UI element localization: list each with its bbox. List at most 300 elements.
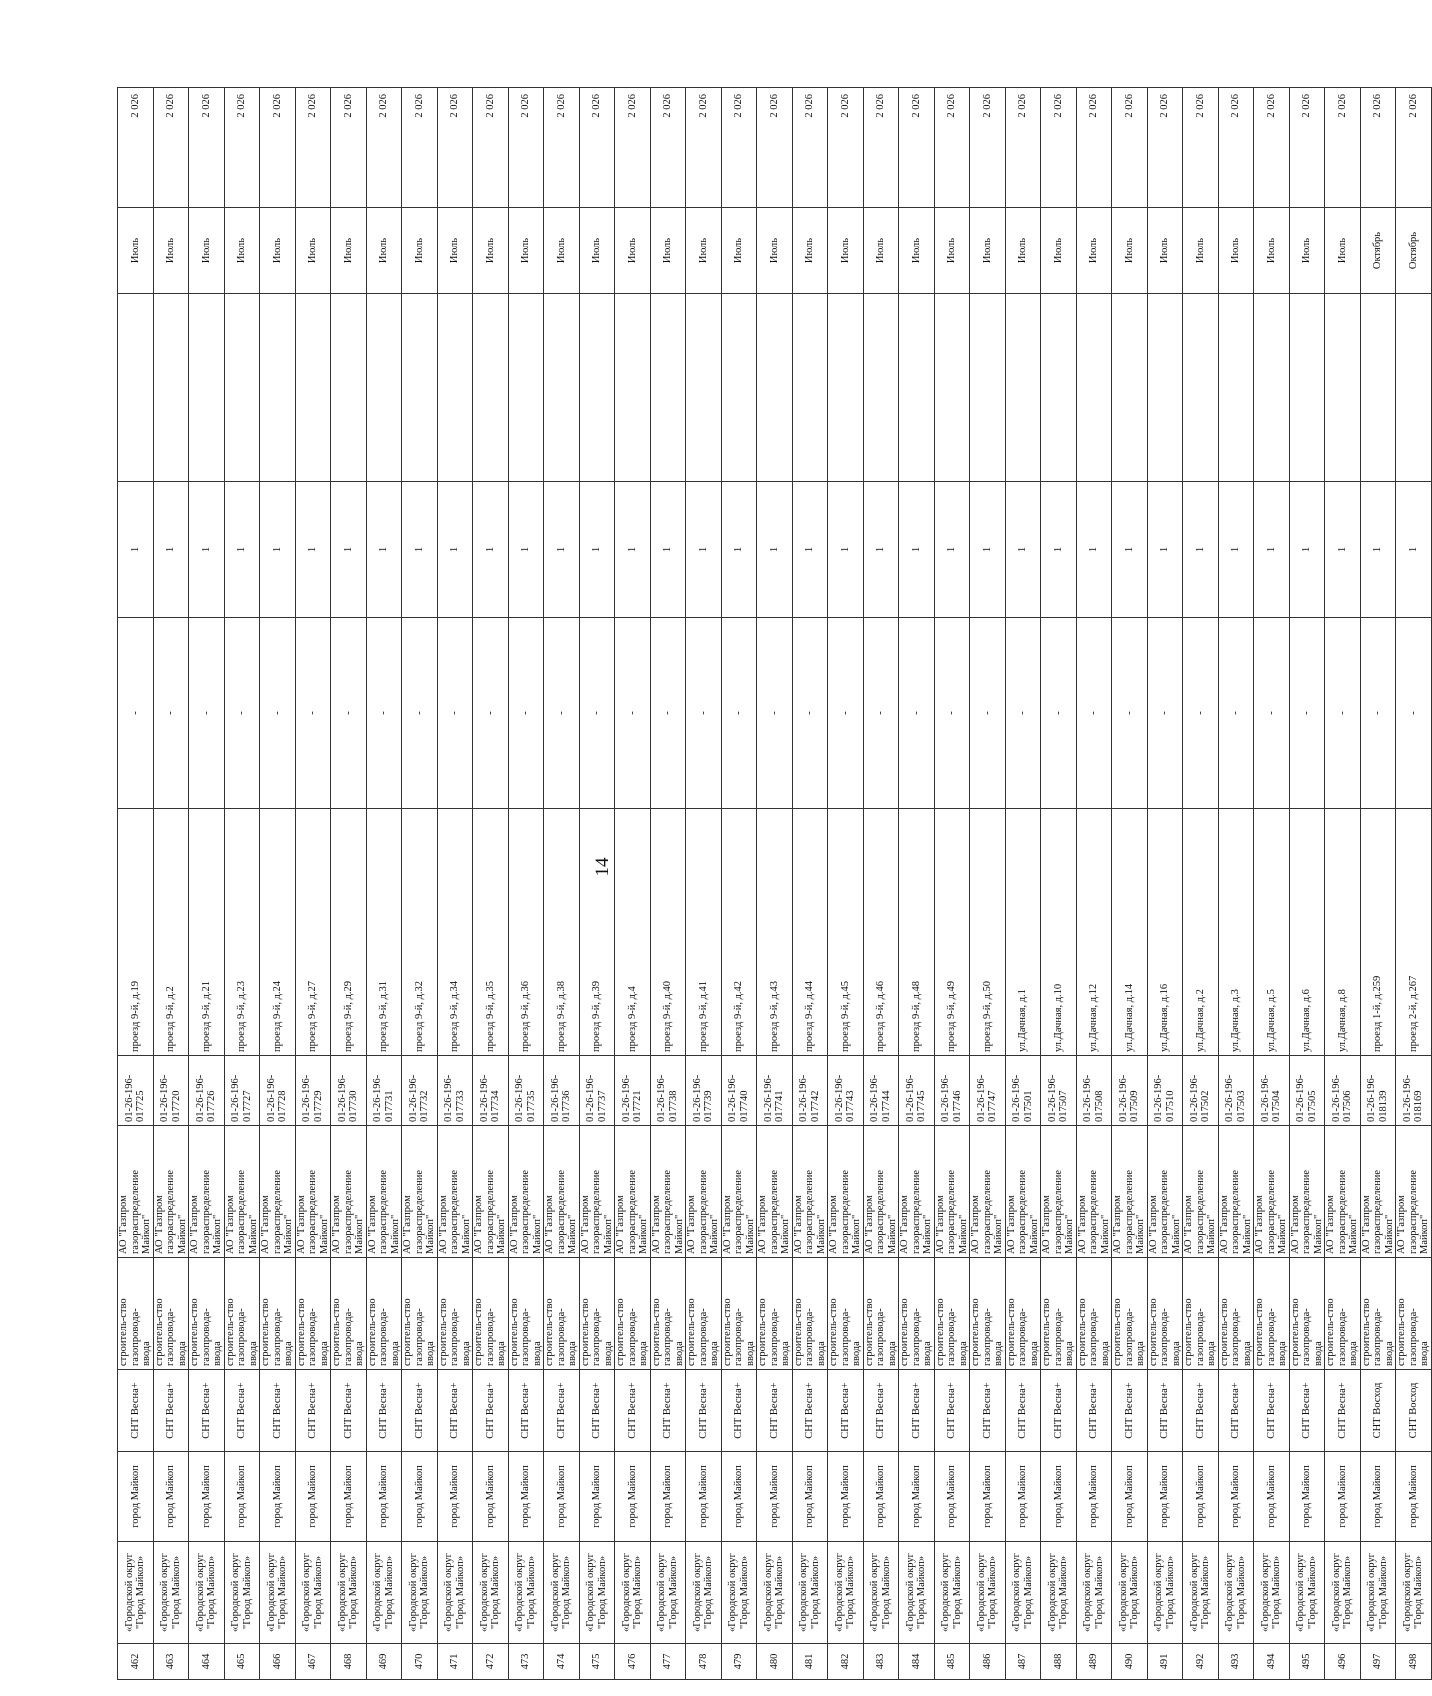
locality-cell: город Майкоп <box>721 1452 757 1542</box>
empty-cell <box>260 294 296 482</box>
cadastral-number-cell-line: 017502 <box>1200 1090 1212 1122</box>
year-cell: 2 026 <box>153 88 189 208</box>
dash-cell: - <box>1218 618 1254 809</box>
snt-cell: СНТ Весна+ <box>1005 1370 1041 1452</box>
organization-cell <box>118 1126 154 1258</box>
empty-cell <box>153 294 189 482</box>
work-type-cell-line: строитель-ство газопровода- <box>295 1298 318 1366</box>
row-number: 464 <box>189 1644 225 1680</box>
address-cell: проезд 9-й, д.23 <box>224 809 260 1056</box>
address-cell: ул.Дачная, д.5 <box>1254 809 1290 1056</box>
row-number: 476 <box>615 1644 651 1680</box>
cadastral-number-cell <box>544 1056 580 1126</box>
work-type-cell-line: ввода <box>1419 1341 1430 1366</box>
organization-cell <box>615 1126 651 1258</box>
district-cell-line: «Городской округ <box>975 1553 987 1632</box>
organization-cell-line: АО "Газпром <box>686 1195 697 1254</box>
organization-cell-line: АО "Газпром <box>899 1195 910 1254</box>
dash-cell: - <box>1325 618 1361 809</box>
work-type-cell <box>260 1258 296 1370</box>
quantity-cell: 1 <box>721 482 757 618</box>
cadastral-number-cell-line: 017728 <box>277 1090 289 1122</box>
year-cell: 2 026 <box>934 88 970 208</box>
work-type-cell-line: строитель-ство газопровода- <box>1218 1298 1241 1366</box>
organization-cell-line: газораспределение Майкоп" <box>697 1169 720 1254</box>
row-number: 498 <box>1396 1644 1432 1680</box>
work-type-cell-line: строитель-ство газопровода- <box>437 1298 460 1366</box>
cadastral-number-cell-line: 017737 <box>596 1090 608 1122</box>
locality-cell: город Майкоп <box>792 1452 828 1542</box>
table-row <box>615 88 651 1680</box>
address-cell: проезд 9-й, д.31 <box>366 809 402 1056</box>
row-number: 478 <box>686 1644 722 1680</box>
row-number: 481 <box>792 1644 828 1680</box>
table-row <box>650 88 686 1680</box>
cadastral-number-cell-line: 017730 <box>348 1090 360 1122</box>
work-type-cell-line: строитель-ство газопровода- <box>1360 1298 1383 1366</box>
quantity-cell: 1 <box>579 482 615 618</box>
locality-cell: город Майкоп <box>1147 1452 1183 1542</box>
organization-cell-line: АО "Газпром <box>331 1195 342 1254</box>
snt-cell: СНТ Весна+ <box>224 1370 260 1452</box>
work-type-cell-line: ввода <box>1383 1341 1395 1366</box>
organization-cell-line: газораспределение Майкоп" <box>520 1169 543 1254</box>
row-number: 472 <box>473 1644 509 1680</box>
address-cell: проезд 9-й, д.27 <box>295 809 331 1056</box>
work-type-cell-line: строитель-ство газопровода- <box>189 1298 212 1366</box>
cadastral-number-cell-line: 017747 <box>987 1090 999 1122</box>
work-type-cell <box>1112 1258 1148 1370</box>
work-type-cell <box>437 1258 473 1370</box>
cadastral-number-cell-line: 01-26-196- <box>1259 1074 1271 1122</box>
organization-cell <box>473 1126 509 1258</box>
organization-cell-line: АО "Газпром <box>970 1195 981 1254</box>
cadastral-number-cell <box>366 1056 402 1126</box>
month-cell: Июль <box>970 208 1006 294</box>
month-cell: Июль <box>615 208 651 294</box>
quantity-cell: 1 <box>473 482 509 618</box>
organization-cell-line: АО "Газпром <box>828 1195 839 1254</box>
cadastral-number-cell-line: 01-26-196- <box>833 1074 845 1122</box>
month-cell: Июль <box>260 208 296 294</box>
address-cell: проезд 9-й, д.46 <box>863 809 899 1056</box>
month-cell: Июль <box>934 208 970 294</box>
quantity-cell: 1 <box>1041 482 1077 618</box>
locality-cell: город Майкоп <box>579 1452 615 1542</box>
work-type-cell <box>224 1258 260 1370</box>
organization-cell <box>295 1126 331 1258</box>
district-cell-line: "Город Майкоп» <box>667 1555 679 1630</box>
work-type-cell-line: строитель-ство газопровода- <box>1396 1298 1419 1366</box>
table-row <box>473 88 509 1680</box>
organization-cell <box>1076 1126 1112 1258</box>
cadastral-number-cell-line: 017721 <box>632 1090 644 1122</box>
district-cell <box>1112 1542 1148 1644</box>
dash-cell: - <box>863 618 899 809</box>
dash-cell: - <box>260 618 296 809</box>
month-cell: Октябрь <box>1360 208 1396 294</box>
work-type-cell-line: ввода <box>957 1341 969 1366</box>
organization-cell-line: газораспределение Майкоп" <box>839 1169 862 1254</box>
snt-cell: СНТ Весна+ <box>721 1370 757 1452</box>
work-type-cell-line: строитель-ство газопровода- <box>1041 1298 1064 1366</box>
month-cell: Июль <box>757 208 793 294</box>
work-type-cell-line: ввода <box>744 1341 756 1366</box>
table-row <box>189 88 225 1680</box>
district-cell-line: "Город Майкоп» <box>987 1555 999 1630</box>
district-cell-line: «Городской округ <box>1117 1553 1129 1632</box>
snt-cell: СНТ Весна+ <box>1183 1370 1219 1452</box>
work-type-cell-line: строитель-ство газопровода- <box>544 1298 567 1366</box>
quantity-cell: 1 <box>1396 482 1432 618</box>
district-cell-line: "Город Майкоп» <box>135 1555 147 1630</box>
organization-cell-line: АО "Газпром <box>153 1195 165 1254</box>
table-row <box>331 88 367 1680</box>
cadastral-number-cell-line: 017745 <box>916 1090 928 1122</box>
year-cell: 2 026 <box>544 88 580 208</box>
district-cell <box>863 1542 899 1644</box>
locality-cell: город Майкоп <box>366 1452 402 1542</box>
month-cell: Июль <box>899 208 935 294</box>
table-row <box>260 88 296 1680</box>
district-cell <box>757 1542 793 1644</box>
quantity-cell: 1 <box>1076 482 1112 618</box>
district-cell-line: "Город Майкоп» <box>809 1555 821 1630</box>
cadastral-number-cell <box>934 1056 970 1126</box>
work-type-cell-line: строитель-ство газопровода- <box>1076 1298 1099 1366</box>
district-cell-line: «Городской округ <box>159 1553 171 1632</box>
year-cell: 2 026 <box>792 88 828 208</box>
row-number: 475 <box>579 1644 615 1680</box>
organization-cell <box>153 1126 189 1258</box>
work-type-cell <box>579 1258 615 1370</box>
year-cell: 2 026 <box>118 88 154 208</box>
address-cell: ул.Дачная, д.12 <box>1076 809 1112 1056</box>
work-type-cell <box>899 1258 935 1370</box>
organization-cell-line: газораспределение Майкоп" <box>1407 1169 1430 1254</box>
work-type-cell <box>1218 1258 1254 1370</box>
cadastral-number-cell <box>189 1056 225 1126</box>
dash-cell: - <box>828 618 864 809</box>
district-cell <box>970 1542 1006 1644</box>
dash-cell: - <box>402 618 438 809</box>
row-number: 467 <box>295 1644 331 1680</box>
district-cell <box>1076 1542 1112 1644</box>
district-cell-line: «Городской округ <box>1330 1553 1342 1632</box>
table-row <box>1289 88 1325 1680</box>
cadastral-number-cell-line: 01-26-196- <box>656 1074 668 1122</box>
cadastral-number-cell <box>615 1056 651 1126</box>
month-cell: Июль <box>1183 208 1219 294</box>
cadastral-number-cell <box>437 1056 473 1126</box>
table-row <box>1218 88 1254 1680</box>
organization-cell-line: АО "Газпром <box>579 1195 591 1254</box>
district-cell <box>437 1542 473 1644</box>
locality-cell: город Майкоп <box>863 1452 899 1542</box>
empty-cell <box>1254 294 1290 482</box>
cadastral-number-cell-line: 01-26-196- <box>620 1074 632 1122</box>
empty-cell <box>615 294 651 482</box>
row-number: 462 <box>118 1644 154 1680</box>
gasification-schedule-table <box>117 87 1432 1680</box>
work-type-cell-line: строитель-ство газопровода- <box>118 1298 141 1366</box>
organization-cell-line: газораспределение Майкоп" <box>129 1169 152 1254</box>
organization-cell-line: АО "Газпром <box>1289 1195 1301 1254</box>
district-cell-line: «Городской округ <box>727 1553 739 1632</box>
address-cell: ул.Дачная, д.6 <box>1289 809 1325 1056</box>
year-cell: 2 026 <box>1112 88 1148 208</box>
dash-cell: - <box>118 618 154 809</box>
quantity-cell: 1 <box>1360 482 1396 618</box>
month-cell: Июль <box>366 208 402 294</box>
work-type-cell-line: строитель-ство газопровода- <box>473 1298 496 1366</box>
address-cell: проезд 9-й, д.29 <box>331 809 367 1056</box>
year-cell: 2 026 <box>1005 88 1041 208</box>
empty-cell <box>757 294 793 482</box>
year-cell: 2 026 <box>473 88 509 208</box>
snt-cell: СНТ Весна+ <box>508 1370 544 1452</box>
month-cell: Июль <box>1041 208 1077 294</box>
table-row <box>402 88 438 1680</box>
year-cell: 2 026 <box>1289 88 1325 208</box>
work-type-cell-line: строитель-ство газопровода- <box>899 1298 922 1366</box>
quantity-cell: 1 <box>615 482 651 618</box>
quantity-cell: 1 <box>260 482 296 618</box>
cadastral-number-cell-line: 01-26-196- <box>407 1074 419 1122</box>
organization-cell-line: АО "Газпром <box>1254 1195 1265 1254</box>
work-type-cell <box>508 1258 544 1370</box>
quantity-cell: 1 <box>544 482 580 618</box>
address-cell: проезд 9-й, д.39 <box>579 809 615 1056</box>
district-cell <box>686 1542 722 1644</box>
organization-cell <box>1325 1126 1361 1258</box>
snt-cell: СНТ Весна+ <box>295 1370 331 1452</box>
locality-cell: город Майкоп <box>1218 1452 1254 1542</box>
district-cell-line: «Городской округ <box>869 1553 881 1632</box>
organization-cell-line: АО "Газпром <box>721 1195 733 1254</box>
cadastral-number-cell-line: 01-26-196- <box>940 1074 952 1122</box>
year-cell: 2 026 <box>579 88 615 208</box>
work-type-cell <box>721 1258 757 1370</box>
work-type-cell-line: ввода <box>1277 1341 1288 1366</box>
work-type-cell <box>189 1258 225 1370</box>
empty-cell <box>579 294 615 482</box>
dash-cell: - <box>792 618 828 809</box>
organization-cell <box>721 1126 757 1258</box>
organization-cell-line: АО "Газпром <box>189 1195 200 1254</box>
work-type-cell <box>1147 1258 1183 1370</box>
year-cell: 2 026 <box>295 88 331 208</box>
district-cell-line: «Городской округ <box>1295 1553 1307 1632</box>
organization-cell-line: газораспределение Майкоп" <box>271 1169 294 1254</box>
empty-cell <box>863 294 899 482</box>
cadastral-number-cell-line: 01-26-196- <box>691 1074 703 1122</box>
quantity-cell: 1 <box>331 482 367 618</box>
snt-cell: СНТ Весна+ <box>1147 1370 1183 1452</box>
district-cell <box>934 1542 970 1644</box>
organization-cell <box>544 1126 580 1258</box>
empty-cell <box>1147 294 1183 482</box>
row-number: 488 <box>1041 1644 1077 1680</box>
row-number: 482 <box>828 1644 864 1680</box>
work-type-cell-line: строитель-ство газопровода- <box>224 1298 247 1366</box>
table-row <box>792 88 828 1680</box>
organization-cell-line: газораспределение Майкоп" <box>875 1169 898 1254</box>
work-type-cell-line: ввода <box>1064 1341 1075 1366</box>
year-cell: 2 026 <box>402 88 438 208</box>
table-row <box>295 88 331 1680</box>
district-cell-line: «Городской округ <box>336 1553 348 1632</box>
work-type-cell <box>402 1258 438 1370</box>
work-type-cell-line: ввода <box>212 1341 223 1366</box>
empty-cell <box>1360 294 1396 482</box>
organization-cell <box>1289 1126 1325 1258</box>
district-cell-line: "Город Майкоп» <box>774 1555 786 1630</box>
cadastral-number-cell-line: 01-26-196- <box>1046 1074 1058 1122</box>
year-cell: 2 026 <box>1396 88 1432 208</box>
cadastral-number-cell-line: 017506 <box>1342 1090 1354 1122</box>
district-cell-line: "Город Майкоп» <box>1342 1555 1354 1630</box>
organization-cell-line: АО "Газпром <box>1041 1195 1052 1254</box>
row-number: 473 <box>508 1644 544 1680</box>
cadastral-number-cell <box>579 1056 615 1126</box>
address-cell: проезд 9-й, д.40 <box>650 809 686 1056</box>
district-cell-line: "Город Майкоп» <box>1235 1555 1247 1630</box>
empty-cell <box>402 294 438 482</box>
district-cell <box>189 1542 225 1644</box>
organization-cell-line: газораспределение Майкоп" <box>342 1169 365 1254</box>
table-row <box>224 88 260 1680</box>
quantity-cell: 1 <box>224 482 260 618</box>
district-cell-line: "Город Майкоп» <box>880 1555 892 1630</box>
empty-cell <box>1005 294 1041 482</box>
work-type-cell-line: ввода <box>709 1341 720 1366</box>
empty-cell <box>366 294 402 482</box>
district-cell-line: «Городской округ <box>833 1553 845 1632</box>
district-cell-line: «Городской округ <box>620 1553 632 1632</box>
month-cell: Июль <box>331 208 367 294</box>
table-row <box>1041 88 1077 1680</box>
organization-cell-line: газораспределение Майкоп" <box>662 1169 685 1254</box>
month-cell: Июль <box>544 208 580 294</box>
locality-cell: город Майкоп <box>615 1452 651 1542</box>
month-cell: Октябрь <box>1396 208 1432 294</box>
quantity-cell: 1 <box>1147 482 1183 618</box>
work-type-cell-line: ввода <box>1206 1341 1217 1366</box>
quantity-cell: 1 <box>757 482 793 618</box>
organization-cell <box>260 1126 296 1258</box>
organization-cell <box>189 1126 225 1258</box>
empty-cell <box>1289 294 1325 482</box>
locality-cell: город Майкоп <box>1076 1452 1112 1542</box>
empty-cell <box>721 294 757 482</box>
district-cell-line: "Город Майкоп» <box>632 1555 644 1630</box>
month-cell: Июль <box>1076 208 1112 294</box>
table-row <box>366 88 402 1680</box>
district-cell-line: «Городской округ <box>194 1553 206 1632</box>
district-cell-line: «Городской округ <box>1046 1553 1058 1632</box>
locality-cell: город Майкоп <box>757 1452 793 1542</box>
snt-cell: СНТ Весна+ <box>579 1370 615 1452</box>
district-cell-line: "Город Майкоп» <box>490 1555 502 1630</box>
year-cell: 2 026 <box>757 88 793 208</box>
work-type-cell-line: строитель-ство газопровода- <box>153 1298 176 1366</box>
empty-cell <box>1112 294 1148 482</box>
organization-cell-line: АО "Газпром <box>650 1195 662 1254</box>
cadastral-number-cell-line: 017736 <box>561 1090 573 1122</box>
quantity-cell: 1 <box>1254 482 1290 618</box>
quantity-cell: 1 <box>863 482 899 618</box>
address-cell: ул.Дачная, д.3 <box>1218 809 1254 1056</box>
organization-cell <box>828 1126 864 1258</box>
cadastral-number-cell <box>1005 1056 1041 1126</box>
cadastral-number-cell-line: 017510 <box>1164 1090 1176 1122</box>
page-number: 14 <box>592 857 613 877</box>
district-cell-line: "Город Майкоп» <box>454 1555 466 1630</box>
quantity-cell: 1 <box>792 482 828 618</box>
district-cell-line: «Городской округ <box>1259 1553 1271 1632</box>
table-row <box>757 88 793 1680</box>
table-row <box>828 88 864 1680</box>
row-number: 483 <box>863 1644 899 1680</box>
empty-cell <box>686 294 722 482</box>
organization-cell-line: АО "Газпром <box>934 1195 946 1254</box>
cadastral-number-cell-line: 01-26-196- <box>1188 1074 1200 1122</box>
month-cell: Июль <box>863 208 899 294</box>
district-cell-line: "Город Майкоп» <box>1129 1555 1141 1630</box>
cadastral-number-cell-line: 01-26-196- <box>514 1074 526 1122</box>
year-cell: 2 026 <box>863 88 899 208</box>
district-cell <box>224 1542 260 1644</box>
district-cell <box>1147 1542 1183 1644</box>
organization-cell <box>1147 1126 1183 1258</box>
work-type-cell-line: строитель-ство газопровода- <box>1254 1298 1277 1366</box>
cadastral-number-cell-line: 017503 <box>1235 1090 1247 1122</box>
work-type-cell-line: строитель-ство газопровода- <box>934 1298 957 1366</box>
organization-cell-line: газораспределение Майкоп" <box>1372 1169 1395 1254</box>
address-cell: проезд 9-й, д.34 <box>437 809 473 1056</box>
work-type-cell <box>331 1258 367 1370</box>
month-cell: Июль <box>118 208 154 294</box>
cadastral-number-cell-line: 01-26-196- <box>159 1074 171 1122</box>
organization-cell-line: газораспределение Майкоп" <box>555 1169 578 1254</box>
district-cell <box>615 1542 651 1644</box>
month-cell: Июль <box>402 208 438 294</box>
month-cell: Июль <box>1218 208 1254 294</box>
district-cell-line: "Город Майкоп» <box>419 1555 431 1630</box>
cadastral-number-cell-line: 017734 <box>490 1090 502 1122</box>
district-cell-line: "Город Майкоп» <box>241 1555 253 1630</box>
work-type-cell <box>828 1258 864 1370</box>
cadastral-number-cell-line: 017741 <box>774 1090 786 1122</box>
district-cell-line: «Городской округ <box>1401 1553 1413 1632</box>
organization-cell-line: газораспределение Майкоп" <box>626 1169 649 1254</box>
locality-cell: город Майкоп <box>295 1452 331 1542</box>
district-cell-line: «Городской округ <box>549 1553 561 1632</box>
cadastral-number-cell-line: 01-26-196- <box>1082 1074 1094 1122</box>
district-cell-line: "Город Майкоп» <box>1271 1555 1283 1630</box>
cadastral-number-cell <box>260 1056 296 1126</box>
work-type-cell-line: строитель-ство газопровода- <box>1325 1298 1348 1366</box>
dash-cell: - <box>757 618 793 809</box>
dash-cell: - <box>1396 618 1432 809</box>
organization-cell-line: АО "Газпром <box>1112 1195 1123 1254</box>
locality-cell: город Майкоп <box>1041 1452 1077 1542</box>
district-cell <box>544 1542 580 1644</box>
cadastral-number-cell-line: 017726 <box>206 1090 218 1122</box>
month-cell: Июль <box>437 208 473 294</box>
month-cell: Июль <box>721 208 757 294</box>
